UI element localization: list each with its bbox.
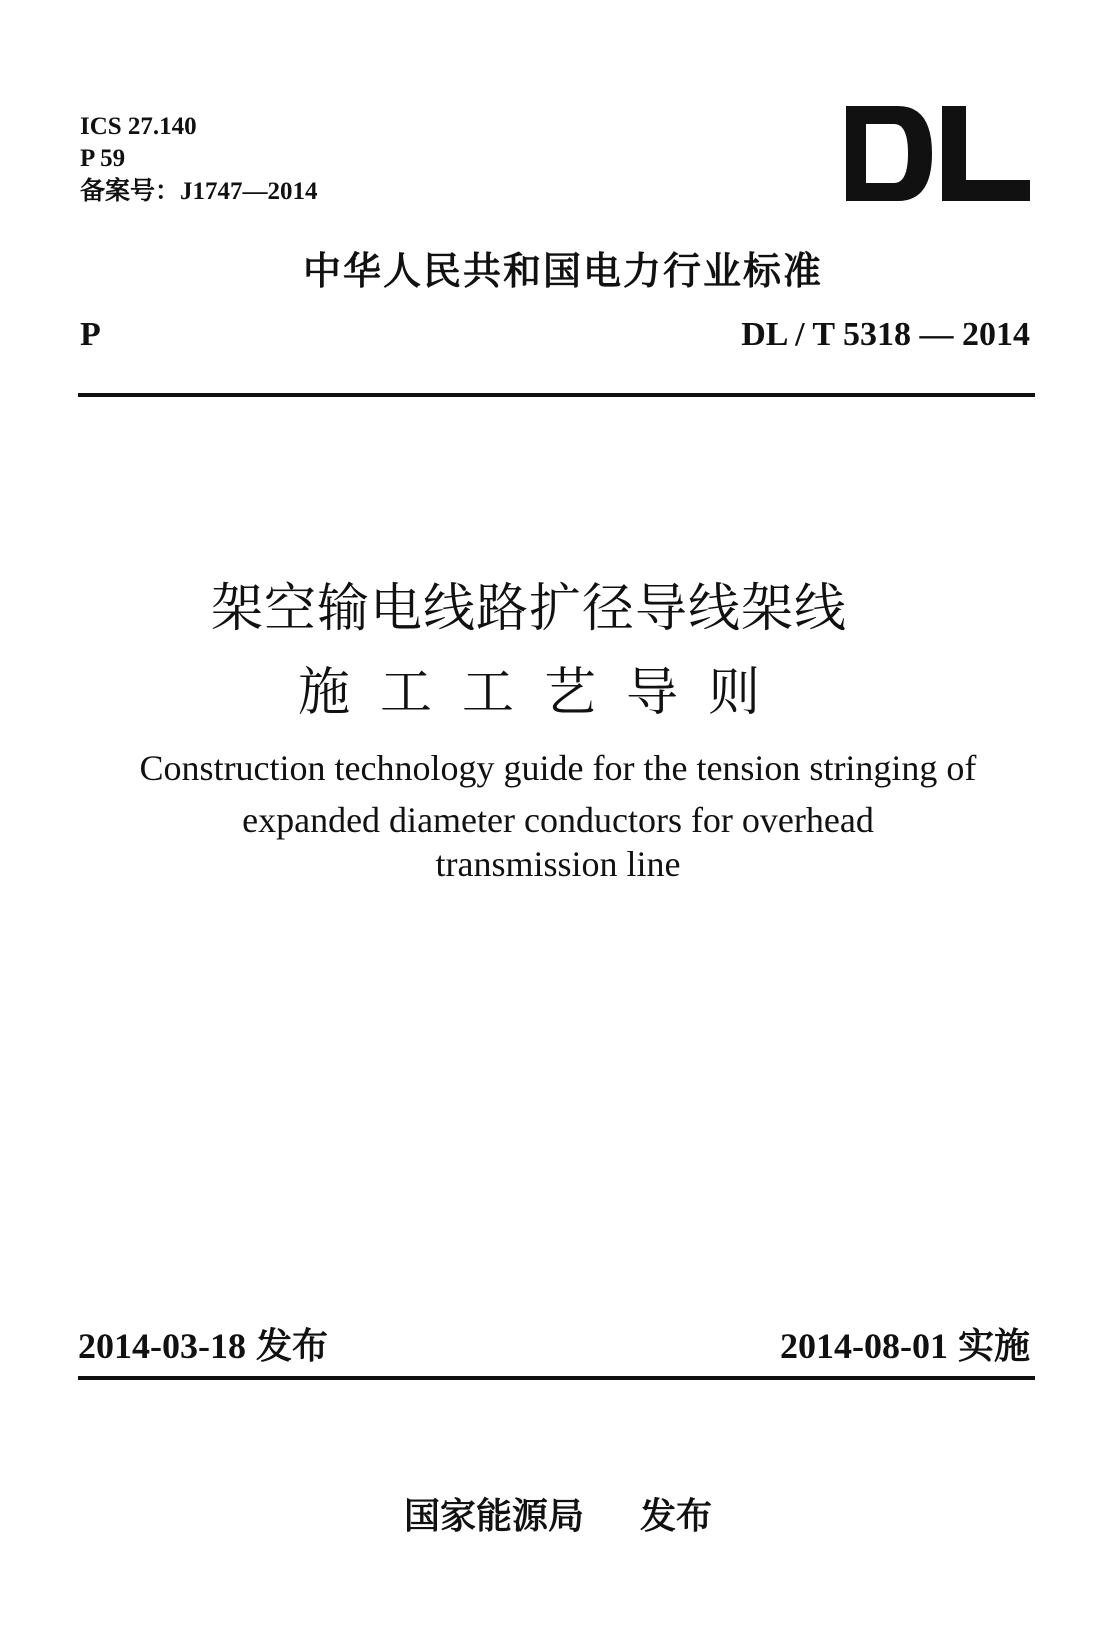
p-mark: P [80, 316, 101, 353]
implementation-date: 2014-08-01 [780, 1326, 948, 1366]
issuer [0, 1488, 1116, 1539]
implementation-date-block [780, 1318, 1030, 1369]
filing-number: 备案号：J1747—2014 [80, 178, 318, 205]
top-divider [78, 393, 1035, 397]
issuer-name: 国家能源局 [403, 1496, 584, 1537]
title-cn-line1: 架空输电线路扩径导线架线 [210, 579, 847, 639]
issuer-action: 发布 [640, 1496, 713, 1537]
implementation-label: 实施 [957, 1326, 1030, 1367]
issue-date: 2014-03-18 [78, 1326, 246, 1366]
p-code: P 59 [80, 145, 126, 172]
title-en-line3: transmission line [435, 844, 681, 884]
title-en-line2: expanded diameter conductors for overhead [242, 800, 874, 840]
industry-standard-heading: 中华人民共和国电力行业标准 [302, 249, 823, 293]
title-cn-line2: 施工工艺导则 [297, 663, 790, 723]
issue-label: 发布 [255, 1326, 328, 1367]
dl-logo-icon [846, 106, 1030, 201]
standard-number: DL / T 5318 — 2014 [741, 316, 1030, 353]
bottom-divider [78, 1376, 1035, 1380]
issue-date-block [78, 1318, 328, 1369]
title-en-line1: Construction technology guide for the tension stringing of [139, 748, 977, 788]
ics-code: ICS 27.140 [80, 113, 197, 140]
